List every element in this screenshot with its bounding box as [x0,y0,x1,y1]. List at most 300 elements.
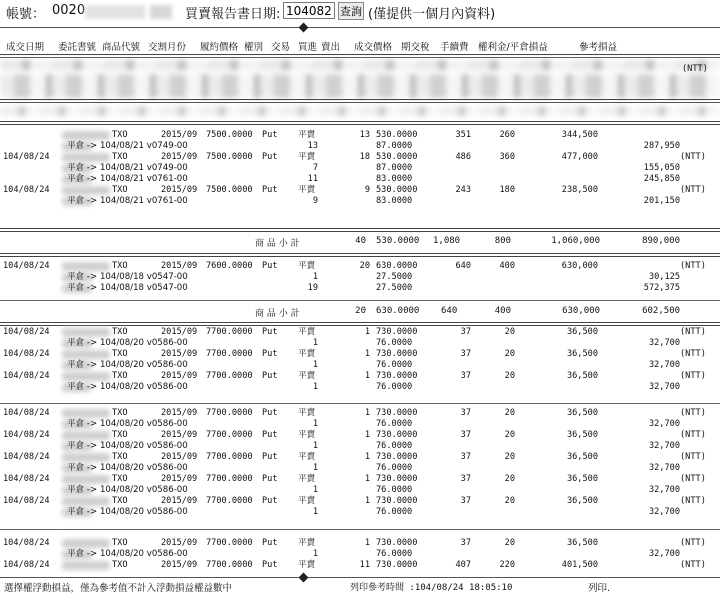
col-trade: 交易 [271,42,291,53]
redacted-order-no [62,561,110,570]
product-code: TXO [112,496,128,506]
close-price: 83.0000 [376,196,413,206]
strike-price: 7700.0000 [206,474,253,484]
close-out-row [0,360,720,371]
futures-tax: 37 [460,452,471,462]
subtotal-pnl: 890,000 [642,236,680,246]
trade-price: 730.0000 [376,430,418,440]
currency-tag: (NTT) [680,185,706,195]
trade-date: 104/08/24 [3,452,50,462]
divider [0,253,720,257]
subtotal-label: 商 品 小 計 [255,309,300,319]
strike-price: 7700.0000 [206,349,253,359]
product-code: TXO [112,130,128,140]
close-out-row [0,163,720,174]
strike-price: 7700.0000 [206,560,253,570]
realized-pnl: 32,700 [648,338,680,348]
premium: 630,000 [561,261,598,271]
currency-tag: (NTT) [680,430,706,440]
settle-month: 2015/09 [161,452,198,462]
settle-month: 2015/09 [161,152,198,162]
subtotal-fee: 800 [494,236,511,246]
redacted-order-no [62,475,110,484]
option-type: Put [262,430,278,440]
close-out-row [0,485,720,496]
subtotal-premium: 630,000 [562,306,600,316]
trade-side: 平賣 [298,185,316,195]
trade-row [0,371,720,382]
redacted-order-no [62,539,110,548]
strike-price: 7700.0000 [206,371,253,381]
futures-tax: 37 [460,474,471,484]
option-type: Put [262,152,278,162]
option-type: Put [262,130,278,140]
close-qty: 7 [312,163,318,173]
account-label: 帳號： [6,7,46,22]
trade-side: 平賣 [298,408,316,418]
trade-date: 104/08/24 [3,560,50,570]
close-out-ref: 平倉 -> 104/08/18 v0547-00 [67,272,188,282]
sell-qty: 1 [364,538,370,548]
account-redaction [85,5,145,19]
product-code: TXO [112,261,128,271]
redacted-order-no [62,131,110,140]
divider [0,228,720,232]
premium: 401,500 [561,560,598,570]
col-order-no: 委託書號 [58,42,97,53]
close-qty: 1 [312,463,318,473]
trade-date: 104/08/24 [3,152,50,162]
subtotal-tax: 1,080 [433,236,461,246]
premium: 36,500 [566,496,598,506]
print-time: 列印參考時間 :104/08/24 18:05:10 [350,583,513,593]
trade-row [0,560,720,571]
trade-side: 平賣 [298,349,316,359]
close-out-ref: 平倉 -> 104/08/18 v0547-00 [67,283,188,293]
close-price: 27.5000 [376,283,413,293]
trade-side: 平賣 [298,496,316,506]
product-code: TXO [112,152,128,162]
sell-qty: 1 [364,430,370,440]
trade-date: 104/08/24 [3,349,50,359]
trade-row [0,261,720,272]
strike-price: 7600.0000 [206,261,253,271]
premium: 36,500 [566,452,598,462]
sell-qty: 1 [364,474,370,484]
subtotal-row-7600 [0,305,720,319]
trade-price: 730.0000 [376,408,418,418]
trade-row [0,408,720,419]
sell-qty: 9 [364,185,370,195]
option-type: Put [262,452,278,462]
trade-row [0,327,720,338]
strike-price: 7700.0000 [206,496,253,506]
close-out-row [0,507,720,518]
commission: 20 [504,349,515,359]
premium: 36,500 [566,474,598,484]
settle-month: 2015/09 [161,538,198,548]
settle-month: 2015/09 [161,408,198,418]
futures-tax: 37 [460,430,471,440]
futures-tax: 486 [455,152,471,162]
close-price: 76.0000 [376,549,413,559]
close-out-row [0,141,720,152]
currency-tag: (NTT) [680,560,706,570]
product-code: TXO [112,408,128,418]
trade-row [0,430,720,441]
realized-pnl: 32,700 [648,441,680,451]
settle-month: 2015/09 [161,261,198,271]
close-qty: 1 [312,360,318,370]
close-qty: 1 [312,272,318,282]
redacted-order-no [62,372,110,381]
commission: 20 [504,474,515,484]
premium: 344,500 [561,130,598,140]
trade-price: 530.0000 [376,185,418,195]
close-qty: 1 [312,549,318,559]
close-price: 76.0000 [376,338,413,348]
commission: 20 [504,452,515,462]
sell-qty: 1 [364,452,370,462]
strike-price: 7700.0000 [206,408,253,418]
commission: 220 [499,560,515,570]
col-product: 商品代號 [102,42,141,53]
redacted-order-no [62,453,110,462]
sell-qty: 1 [364,349,370,359]
trade-price: 530.0000 [376,130,418,140]
option-type: Put [262,474,278,484]
col-settle-month: 交割月份 [148,42,187,53]
currency-tag: (NTT) [680,408,706,418]
trade-date: 104/08/24 [3,371,50,381]
close-out-row [0,272,720,283]
currency-tag: (NTT) [680,327,706,337]
product-code: TXO [112,185,128,195]
divider [0,121,720,125]
col-ref-pnl: 參考損益 [579,42,618,53]
col-tax: 期交稅 [401,42,430,53]
sell-qty: 1 [364,327,370,337]
close-price: 27.5000 [376,272,413,282]
col-premium: 權利金/平倉損益 [478,42,548,53]
strike-price: 7700.0000 [206,327,253,337]
futures-tax: 37 [460,349,471,359]
close-qty: 13 [307,141,318,151]
currency-tag: (NTT) [680,452,706,462]
trade-price: 530.0000 [376,152,418,162]
column-header [0,38,720,54]
trade-side: 平賣 [298,560,316,570]
close-out-ref: 平倉 -> 104/08/20 v0586-00 [67,441,188,451]
realized-pnl: 32,700 [648,507,680,517]
strike-price: 7700.0000 [206,538,253,548]
premium: 238,500 [561,185,598,195]
close-out-row [0,196,720,207]
close-out-row [0,174,720,185]
account-redaction-2 [150,5,172,19]
commission: 20 [504,538,515,548]
close-out-ref: 平倉 -> 104/08/20 v0586-00 [67,485,188,495]
strike-price: 7500.0000 [206,130,253,140]
sell-qty: 13 [359,130,370,140]
trade-price: 730.0000 [376,496,418,506]
redacted-order-no [62,497,110,506]
close-price: 87.0000 [376,163,413,173]
trade-side: 平賣 [298,327,316,337]
redacted-order-no [62,350,110,359]
subtotal-fee: 400 [494,306,511,316]
close-out-row [0,382,720,393]
trade-price: 730.0000 [376,349,418,359]
divider [0,99,720,103]
product-code: TXO [112,452,128,462]
redacted-band [0,60,720,70]
close-price: 76.0000 [376,382,413,392]
strike-price: 7500.0000 [206,185,253,195]
futures-tax: 640 [455,261,471,271]
close-out-ref: 平倉 -> 104/08/20 v0586-00 [67,338,188,348]
option-type: Put [262,371,278,381]
trade-row [0,349,720,360]
settle-month: 2015/09 [161,349,198,359]
col-buy: 買進 [298,42,318,53]
redacted-order-no [62,431,110,440]
commission: 20 [504,430,515,440]
close-qty: 1 [312,419,318,429]
settle-month: 2015/09 [161,474,198,484]
currency-tag: (NTT) [680,371,706,381]
trade-price: 730.0000 [376,538,418,548]
subtotal-tax: 640 [441,306,458,316]
futures-tax: 243 [455,185,471,195]
settle-month: 2015/09 [161,430,198,440]
col-strike: 履約價格 [200,42,239,53]
commission: 20 [504,496,515,506]
close-qty: 1 [312,485,318,495]
futures-tax: 37 [460,408,471,418]
footer [0,580,720,594]
divider [0,529,720,530]
realized-pnl: 155,050 [643,163,680,173]
trade-row [0,474,720,485]
redacted-order-no [62,153,110,162]
close-price: 76.0000 [376,441,413,451]
product-code: TXO [112,474,128,484]
trade-date: 104/08/24 [3,474,50,484]
futures-tax: 37 [460,327,471,337]
currency-tag: (NTT) [680,152,706,162]
close-out-ref: 平倉 -> 104/08/21 v0761-00 [67,196,188,206]
subtotal-label: 商 品 小 計 [255,239,300,249]
close-out-ref: 平倉 -> 104/08/20 v0586-00 [67,382,188,392]
close-out-ref: 平倉 -> 104/08/21 v0761-00 [67,174,188,184]
realized-pnl: 32,700 [648,485,680,495]
report-date-input[interactable] [283,2,335,19]
option-type: Put [262,261,278,271]
close-qty: 9 [312,196,318,206]
trade-side: 平賣 [298,430,316,440]
futures-tax: 37 [460,371,471,381]
option-type: Put [262,538,278,548]
report-date-label: 買賣報告書日期: [185,7,281,22]
realized-pnl: 32,700 [648,419,680,429]
premium: 36,500 [566,371,598,381]
premium: 477,000 [561,152,598,162]
realized-pnl: 572,375 [643,283,680,293]
divider [0,300,720,301]
close-out-row [0,338,720,349]
trade-row [0,152,720,163]
product-code: TXO [112,430,128,440]
top-bar [0,0,720,24]
trade-date: 104/08/24 [3,185,50,195]
strike-price: 7700.0000 [206,430,253,440]
sell-qty: 11 [359,560,370,570]
close-out-row [0,549,720,560]
col-trade-date: 成交日期 [6,42,45,53]
trade-date: 104/08/24 [3,538,50,548]
ruler-marker [299,23,309,33]
currency-tag: (NTT) [680,538,706,548]
realized-pnl: 32,700 [648,382,680,392]
close-price: 76.0000 [376,419,413,429]
commission: 20 [504,408,515,418]
trade-side: 平賣 [298,452,316,462]
premium: 36,500 [566,538,598,548]
commission: 20 [504,371,515,381]
query-button[interactable]: 查詢 [338,2,364,20]
trade-side: 平賣 [298,261,316,271]
close-out-ref: 平倉 -> 104/08/20 v0586-00 [67,463,188,473]
redacted-band-3 [0,106,720,116]
settle-month: 2015/09 [161,371,198,381]
subtotal-qty: 20 [355,306,366,316]
close-out-ref: 平倉 -> 104/08/20 v0586-00 [67,507,188,517]
close-out-row [0,441,720,452]
trade-date: 104/08/24 [3,430,50,440]
currency-tag: (NTT) [680,496,706,506]
close-out-ref: 平倉 -> 104/08/21 v0749-00 [67,141,188,151]
settle-month: 2015/09 [161,185,198,195]
print-link[interactable]: 列印. [588,583,611,594]
realized-pnl: 287,950 [643,141,680,151]
top-ruler [0,27,720,28]
realized-pnl: 201,150 [643,196,680,206]
trade-date: 104/08/24 [3,408,50,418]
trade-side: 平賣 [298,130,316,140]
close-price: 76.0000 [376,507,413,517]
trade-side: 平賣 [298,538,316,548]
redacted-order-no [62,328,110,337]
realized-pnl: 245,850 [643,174,680,184]
option-type: Put [262,496,278,506]
redacted-band-2 [0,74,720,98]
footer-disclaimer: 選擇權浮動損益，僅為參考值不計入浮動損益權益數中 [4,583,233,594]
close-price: 76.0000 [376,463,413,473]
product-code: TXO [112,327,128,337]
realized-pnl: 32,700 [648,360,680,370]
close-price: 76.0000 [376,360,413,370]
close-price: 87.0000 [376,141,413,151]
commission: 400 [499,261,515,271]
subtotal-price: 630.0000 [376,306,420,316]
trade-row [0,130,720,141]
option-type: Put [262,327,278,337]
sell-qty: 20 [359,261,370,271]
realized-pnl: 32,700 [648,549,680,559]
close-out-ref: 平倉 -> 104/08/20 v0586-00 [67,549,188,559]
sell-qty: 1 [364,496,370,506]
option-type: Put [262,408,278,418]
trade-row [0,538,720,549]
sell-qty: 1 [364,408,370,418]
sell-qty: 18 [359,152,370,162]
currency-tag: (NTT) [680,349,706,359]
currency-tag: (NTT) [680,261,706,271]
divider [0,322,720,326]
sell-qty: 1 [364,371,370,381]
trade-row [0,185,720,196]
product-code: TXO [112,560,128,570]
option-type: Put [262,185,278,195]
premium: 36,500 [566,408,598,418]
divider [0,403,720,404]
data-range-note: (僅提供一個月內資料) [368,7,496,22]
premium: 36,500 [566,327,598,337]
trade-price: 630.0000 [376,261,418,271]
close-qty: 1 [312,507,318,517]
trade-price: 730.0000 [376,474,418,484]
close-qty: 19 [307,283,318,293]
settle-month: 2015/09 [161,327,198,337]
trade-price: 730.0000 [376,560,418,570]
col-fee: 手續費 [440,42,469,53]
col-right: 權別 [244,42,264,53]
option-type: Put [262,560,278,570]
strike-price: 7700.0000 [206,452,253,462]
subtotal-pnl: 602,500 [642,306,680,316]
product-code: TXO [112,371,128,381]
premium: 36,500 [566,430,598,440]
futures-tax: 37 [460,496,471,506]
subtotal-qty: 40 [355,236,366,246]
trade-price: 730.0000 [376,452,418,462]
trade-row [0,452,720,463]
col-sell: 賣出 [321,42,341,53]
trade-side: 平賣 [298,474,316,484]
futures-tax: 37 [460,538,471,548]
commission: 20 [504,327,515,337]
strike-price: 7500.0000 [206,152,253,162]
col-price: 成交價格 [354,42,393,53]
close-out-row [0,419,720,430]
bottom-ruler [0,577,720,578]
close-qty: 1 [312,441,318,451]
close-out-row [0,463,720,474]
commission: 360 [499,152,515,162]
subtotal-price: 530.0000 [376,236,420,246]
settle-month: 2015/09 [161,560,198,570]
commission: 180 [499,185,515,195]
close-out-row [0,283,720,294]
settle-month: 2015/09 [161,130,198,140]
trade-row [0,496,720,507]
redacted-order-no [62,186,110,195]
realized-pnl: 32,700 [648,463,680,473]
close-qty: 1 [312,338,318,348]
realized-pnl: 30,125 [648,272,680,282]
close-qty: 1 [312,382,318,392]
